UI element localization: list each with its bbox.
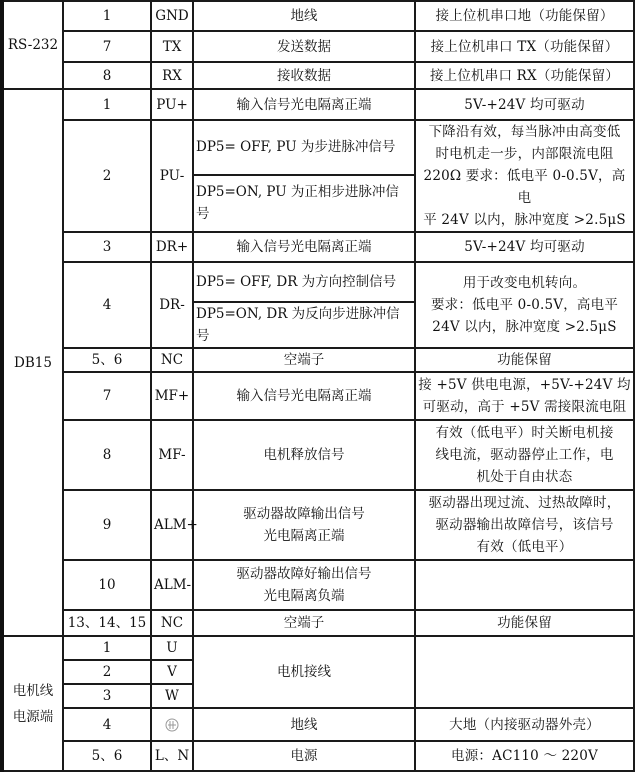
- group-label: RS-232: [2, 1, 63, 89]
- pin-cell: 10: [63, 560, 151, 610]
- description-cell: 电源：AC110 ～ 220V: [415, 741, 634, 771]
- pin-cell: 13、14、15: [63, 610, 151, 636]
- function-cell: 输入信号光电隔离正端: [193, 89, 415, 120]
- description-cell: 接上位机串口 RX（功能保留）: [415, 62, 634, 89]
- description-cell: 5V-+24V 均可驱动: [415, 89, 634, 120]
- signal-cell: ALM+: [151, 490, 193, 560]
- function-cell: 输入信号光电隔离正端: [193, 232, 415, 262]
- table-row: [2, 232, 634, 262]
- signal-cell: DR-: [151, 262, 193, 348]
- table-row: [2, 89, 634, 120]
- description-cell: 接 +5V 供电电源，+5V-+24V 均 可驱动，高于 +5V 需接限流电阻: [415, 372, 634, 420]
- table-row: [2, 741, 634, 771]
- signal-cell: MF-: [151, 420, 193, 490]
- description-cell: [415, 636, 634, 708]
- description-cell: [415, 560, 634, 610]
- function-cell: 接收数据: [193, 62, 415, 89]
- table-row: [2, 420, 634, 490]
- pin-cell: 2: [63, 660, 151, 684]
- description-cell: 功能保留: [415, 348, 634, 372]
- signal-cell: ALM-: [151, 560, 193, 610]
- table-row: [2, 348, 634, 372]
- table-row: [2, 610, 634, 636]
- table-row: [2, 62, 634, 89]
- signal-cell: V: [151, 660, 193, 684]
- pin-cell: 8: [63, 62, 151, 89]
- description-cell: 功能保留: [415, 610, 634, 636]
- description-cell: 接上位机串口 TX（功能保留）: [415, 31, 634, 62]
- description-cell: 下降沿有效，每当脉冲由高变低 时电机走一步，内部限流电阻 220Ω 要求：低电平 0-0.5V，高电 平 24V 以内，脉冲宽度 >2.5μS: [415, 120, 634, 232]
- function-cell: 电源: [193, 741, 415, 771]
- pin-cell: 5、6: [63, 348, 151, 372]
- signal-cell: GND: [151, 1, 193, 31]
- pin-cell: 5、6: [63, 741, 151, 771]
- pin-cell: 1: [63, 89, 151, 120]
- pin-cell: 4: [63, 708, 151, 741]
- function-cell: 地线: [193, 1, 415, 31]
- table-row: [2, 31, 634, 62]
- ground-symbol-icon: [165, 717, 179, 733]
- function-cell: 空端子: [193, 348, 415, 372]
- signal-cell: U: [151, 636, 193, 660]
- table-row: [2, 636, 634, 660]
- signal-cell: [151, 708, 193, 741]
- pin-cell: 1: [63, 636, 151, 660]
- description-cell: 用于改变电机转向。 要求：低电平 0-0.5V，高电平 24V 以内，脉冲宽度 >2.5μS: [415, 262, 634, 348]
- signal-cell: W: [151, 684, 193, 708]
- table-row: [2, 262, 634, 302]
- function-cell: 发送数据: [193, 31, 415, 62]
- signal-cell: RX: [151, 62, 193, 89]
- pin-cell: 3: [63, 684, 151, 708]
- table-row: [2, 1, 634, 31]
- table-row: [2, 372, 634, 420]
- signal-cell: L、N: [151, 741, 193, 771]
- function-cell: 地线: [193, 708, 415, 741]
- function-cell: 空端子: [193, 610, 415, 636]
- signal-cell: TX: [151, 31, 193, 62]
- signal-cell: DR+: [151, 232, 193, 262]
- pin-cell: 9: [63, 490, 151, 560]
- pin-cell: 8: [63, 420, 151, 490]
- table-row: [2, 560, 634, 610]
- group-label: DB15: [2, 89, 63, 636]
- function-cell: 驱动器故障好输出信号 光电隔离负端: [193, 560, 415, 610]
- description-cell: 接上位机串口地（功能保留）: [415, 1, 634, 31]
- pin-cell: 2: [63, 120, 151, 232]
- function-alt-cell: DP5=ON, DR 为反向步进脉冲信号: [193, 302, 415, 348]
- signal-cell: MF+: [151, 372, 193, 420]
- signal-cell: PU-: [151, 120, 193, 232]
- signal-cell: NC: [151, 348, 193, 372]
- function-cell: DP5= OFF, DR 为方向控制信号: [193, 262, 415, 302]
- function-cell: DP5= OFF, PU 为步进脉冲信号: [193, 120, 415, 175]
- signal-cell: PU+: [151, 89, 193, 120]
- table-row: [2, 490, 634, 560]
- description-cell: 大地（内接驱动器外壳）: [415, 708, 634, 741]
- table-row: [2, 120, 634, 175]
- table-row: [2, 708, 634, 741]
- pin-cell: 3: [63, 232, 151, 262]
- function-cell: 驱动器故障输出信号 光电隔离正端: [193, 490, 415, 560]
- function-cell: 电机接线: [193, 636, 415, 708]
- description-cell: 5V-+24V 均可驱动: [415, 232, 634, 262]
- pin-cell: 7: [63, 372, 151, 420]
- description-cell: 有效（低电平）时关断电机接 线电流，驱动器停止工作，电 机处于自由状态: [415, 420, 634, 490]
- pin-cell: 4: [63, 262, 151, 348]
- function-cell: 电机释放信号: [193, 420, 415, 490]
- signal-cell: NC: [151, 610, 193, 636]
- description-cell: 驱动器出现过流、过热故障时， 驱动器输出故障信号，该信号 有效（低电平）: [415, 490, 634, 560]
- function-cell: 输入信号光电隔离正端: [193, 372, 415, 420]
- function-alt-cell: DP5=ON, PU 为正相步进脉冲信号: [193, 175, 415, 232]
- pin-cell: 7: [63, 31, 151, 62]
- group-label: 电机线 电源端: [2, 636, 63, 771]
- pin-cell: 1: [63, 1, 151, 31]
